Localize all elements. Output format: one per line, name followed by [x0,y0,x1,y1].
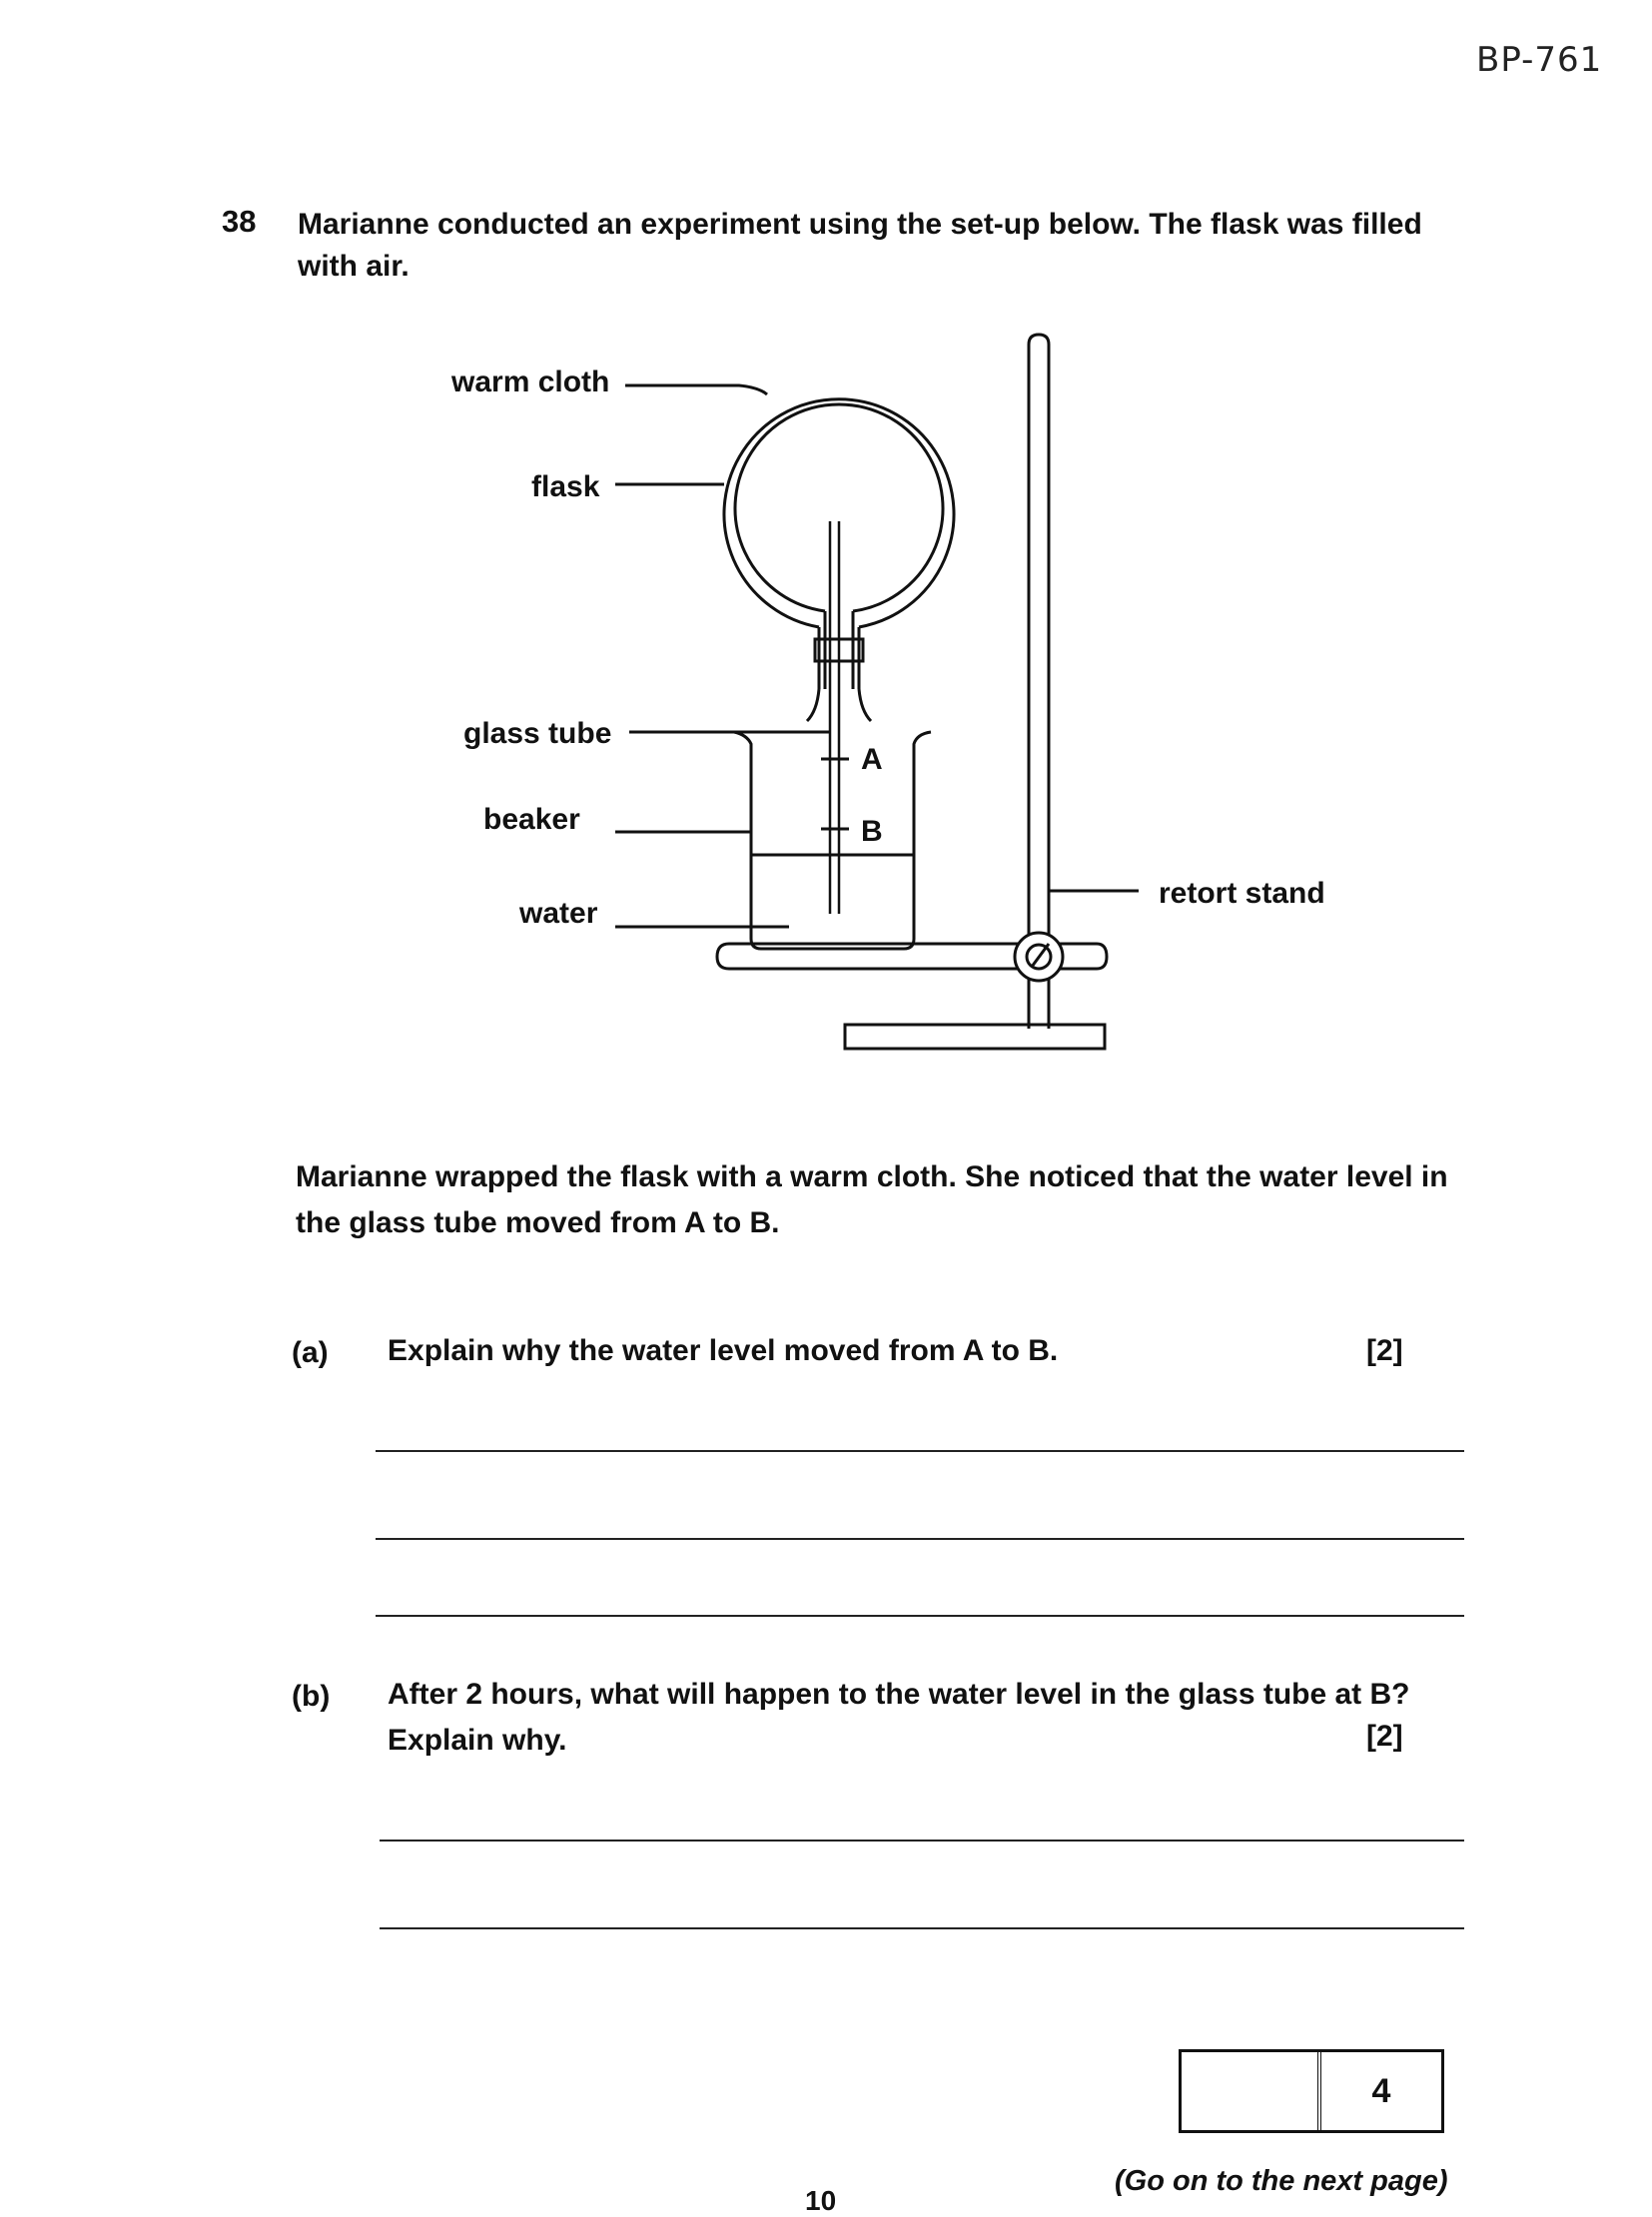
answer-line[interactable] [380,1840,1464,1842]
answer-line[interactable] [380,1927,1464,1929]
label-glass-tube: glass tube [463,717,612,750]
label-beaker: beaker [483,803,580,836]
page-code: BP-761 [1476,40,1603,80]
question-number: 38 [222,204,257,239]
part-b-label: (b) [292,1680,331,1713]
beaker [734,732,931,949]
label-mark-a: A [861,743,883,776]
label-warm-cloth: warm cloth [451,366,610,398]
score-box [1179,2049,1444,2133]
part-b-marks: [2] [1366,1720,1403,1753]
page-number: 10 [805,2185,837,2216]
retort-stand-rod [1029,335,1049,1029]
label-water: water [519,897,598,930]
part-b-question: After 2 hours, what will happen to the water level in the glass tube at B? Explain why. [388,1678,1410,1757]
label-flask: flask [531,470,600,503]
score-total: 4 [1371,2071,1391,2110]
part-a-question: Explain why the water level moved from A to B. [388,1334,1059,1367]
label-mark-b: B [861,815,883,848]
leader-warm-cloth [625,385,767,394]
part-a-label: (a) [292,1336,329,1369]
question-text: Marianne conducted an experiment using the set-up below. The flask was filled with air. [298,208,1422,283]
next-page-note: (Go on to the next page) [1115,2165,1448,2197]
label-retort-stand: retort stand [1159,877,1325,910]
score-entry-cell[interactable] [1182,2052,1321,2130]
observation-text: Marianne wrapped the flask with a warm cloth. She noticed that the water level in the glass tube moved from A to B. [296,1160,1448,1239]
part-a-marks: [2] [1366,1334,1403,1367]
answer-line[interactable] [376,1615,1464,1617]
retort-stand-base [845,1025,1105,1049]
answer-line[interactable] [376,1538,1464,1540]
answer-line[interactable] [376,1450,1464,1452]
